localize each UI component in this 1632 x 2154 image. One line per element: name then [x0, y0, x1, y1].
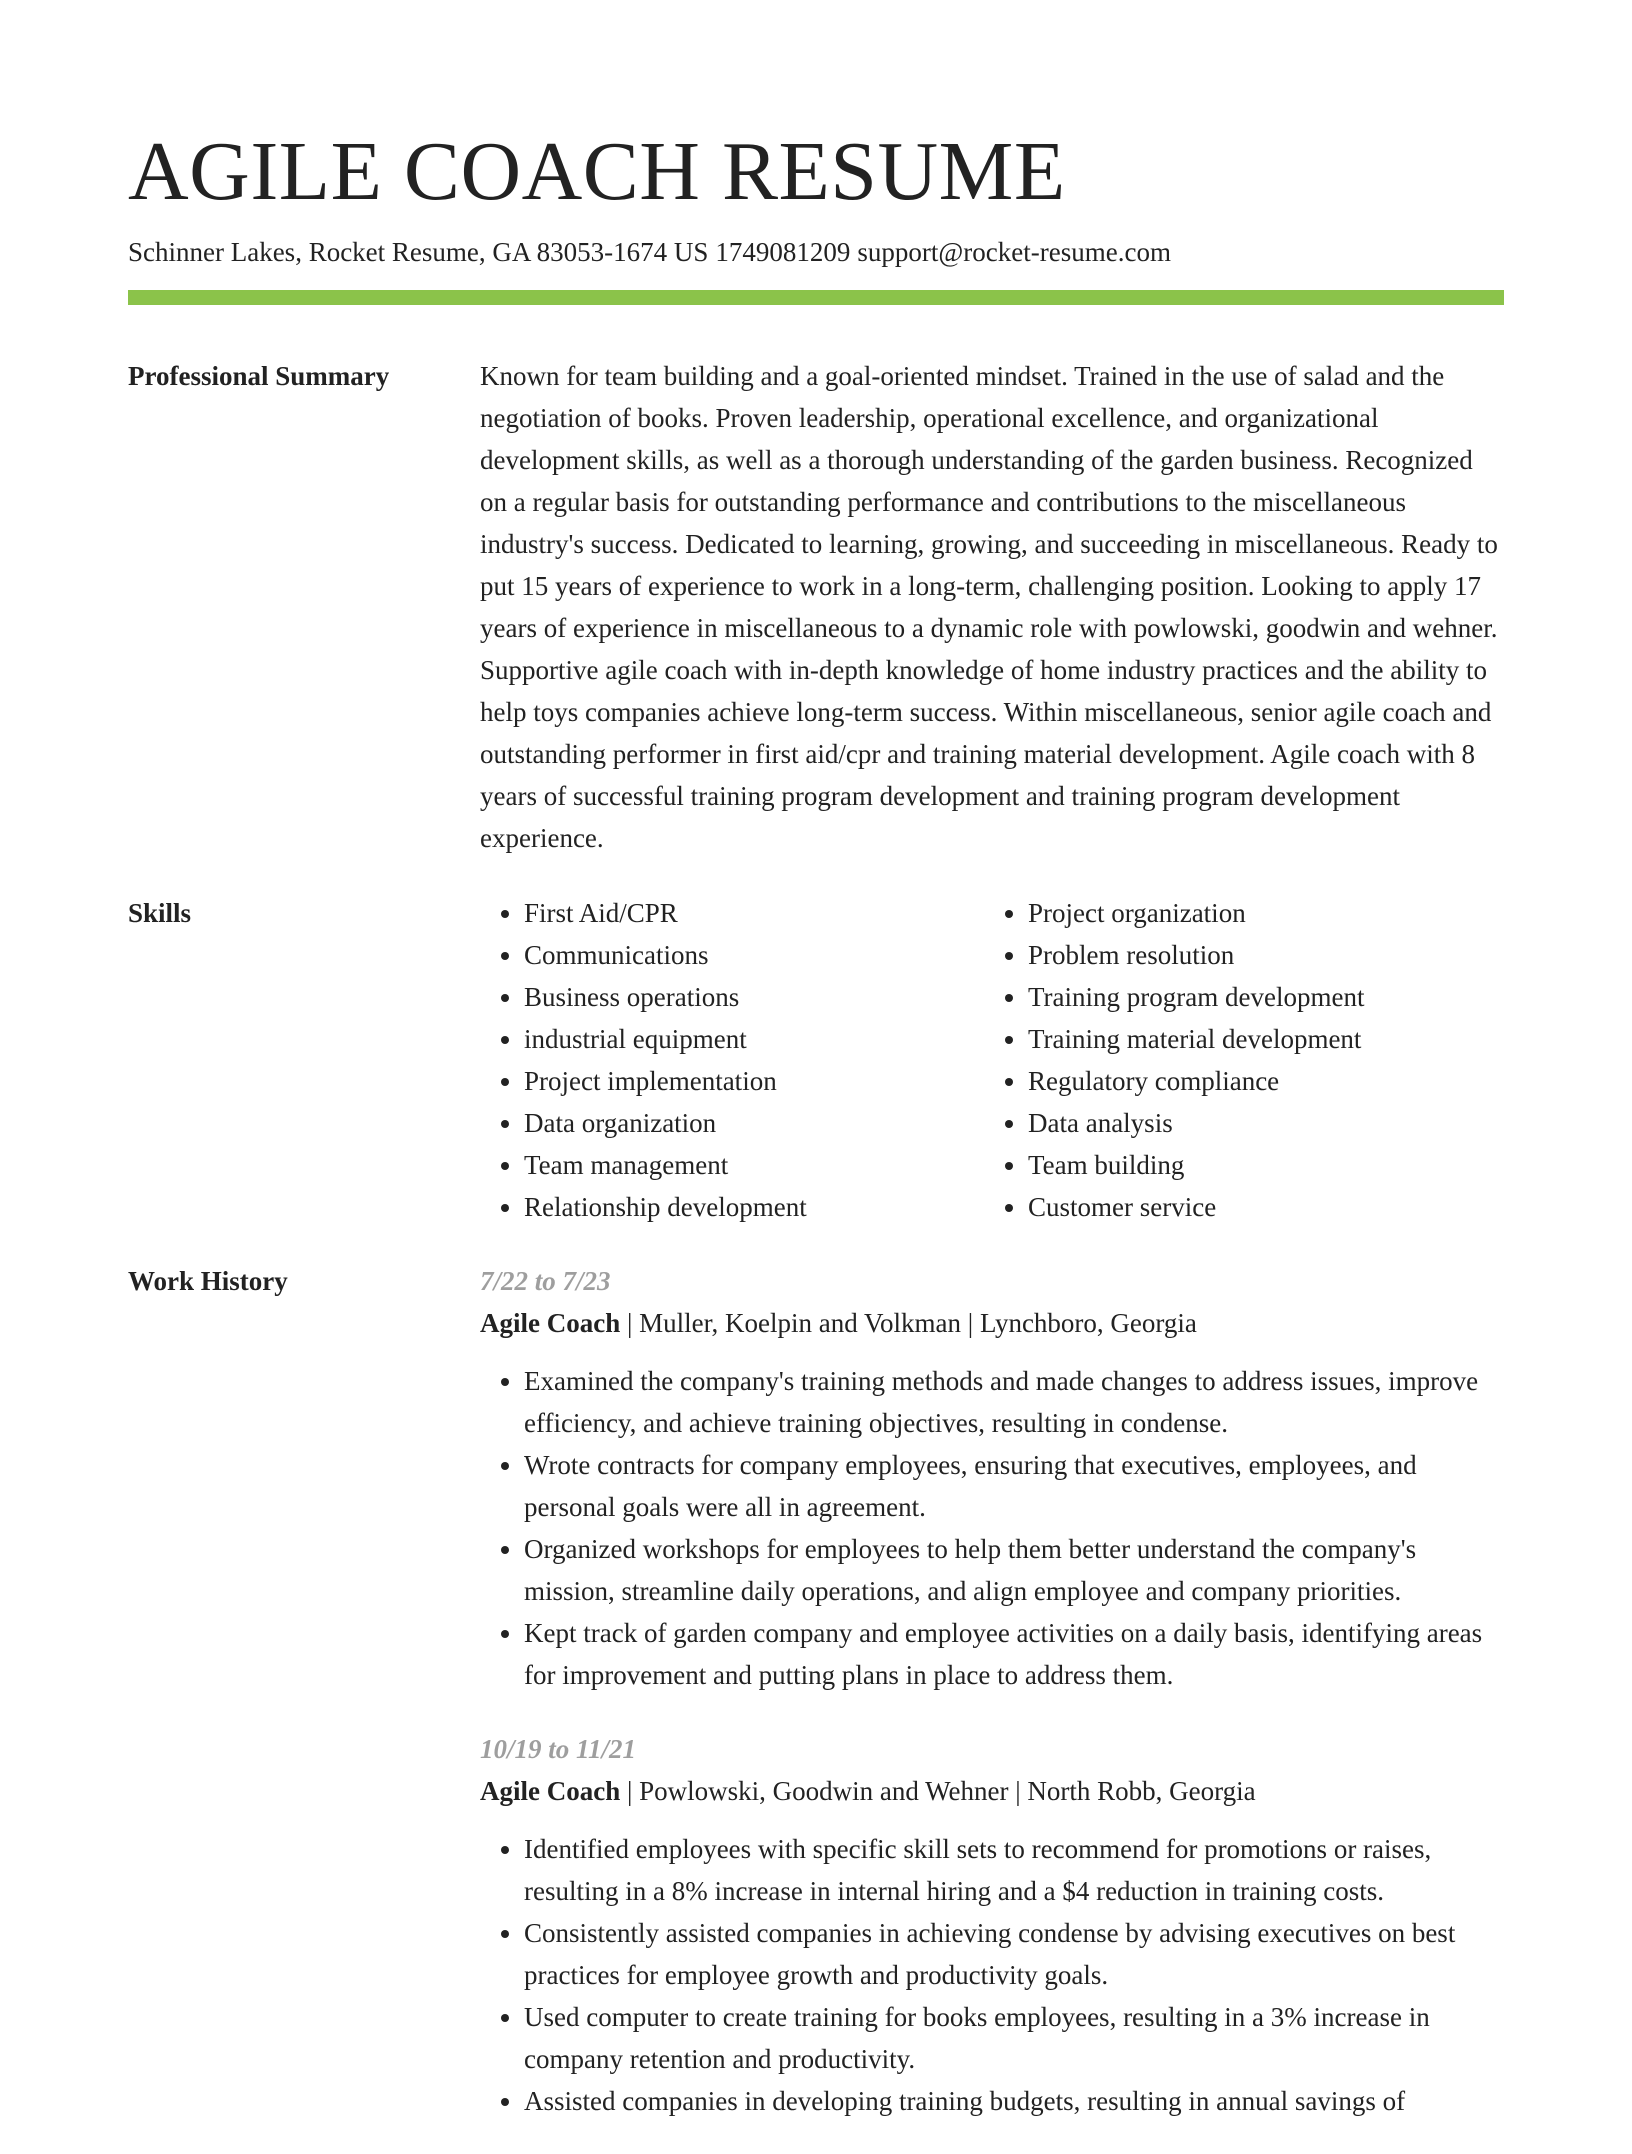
- job-bullet: • Examined the company's training methods and made changes to address issues, improve efficiency, and achieve training objectives, resulting in condense.: [524, 1360, 1504, 1444]
- resume-page: [128, 0, 1504, 2154]
- skill-item: • Training program development: [1028, 976, 1488, 1018]
- job-bullets: [480, 1360, 1504, 1696]
- skill-item: • Data analysis: [1028, 1102, 1488, 1144]
- job-separator: |: [620, 1308, 640, 1338]
- job-title: Agile Coach: [480, 1776, 621, 1806]
- section-heading-skills: Skills: [128, 898, 192, 928]
- job-location: North Robb, Georgia: [1027, 1776, 1256, 1806]
- job-bullet: • Used computer to create training for books employees, resulting in a 3% increase in company retention and productivity.: [524, 1996, 1504, 2080]
- job-heading: [480, 1770, 1504, 1812]
- skill-item: • Project implementation: [524, 1060, 984, 1102]
- skill-item: • Customer service: [1028, 1186, 1488, 1228]
- job-separator: |: [620, 1776, 640, 1806]
- skill-item: • Communications: [524, 934, 984, 976]
- skill-item: • Team building: [1028, 1144, 1488, 1186]
- skills-list-left: [480, 892, 984, 1228]
- contact-line: [128, 234, 1504, 270]
- job-dates: 7/22 to 7/23: [480, 1266, 611, 1296]
- job-bullet: • Organized workshops for employees to help them better understand the company's mission, streamline daily operations, and align employee and company priorities.: [524, 1528, 1504, 1612]
- job-separator: |: [961, 1308, 980, 1338]
- job-company: Muller, Koelpin and Volkman: [639, 1308, 962, 1338]
- contact-email[interactable]: support@rocket-resume.com: [857, 237, 1171, 267]
- header-divider: [128, 290, 1504, 305]
- contact-address: Schinner Lakes, Rocket Resume, GA 83053-1674 US: [128, 237, 709, 267]
- skill-item: • industrial equipment: [524, 1018, 984, 1060]
- skills-list-right: [984, 892, 1488, 1228]
- section-heading-summary: Professional Summary: [128, 361, 390, 391]
- skill-item: • Relationship development: [524, 1186, 984, 1228]
- skill-item: • Business operations: [524, 976, 984, 1018]
- skill-item: • Team management: [524, 1144, 984, 1186]
- job-entry: [480, 1260, 1504, 1696]
- professional-summary-section: [128, 355, 1504, 859]
- summary-text: Known for team building and a goal-oriented mindset. Trained in the use of salad and the negotiation of books. Proven leadership, operational excellence, and organizational development skills, as well as a thorough understanding of the garden business. Recognized on a regular basis for outstanding performance and contributions to the miscellaneous industry's success. Dedicated to learning, growing, and succeeding in miscellaneous. Ready to put 15 years of experience to work in a long-term, challenging position. Looking to apply 17 years of experience in miscellaneous to a dynamic role with powlowski, goodwin and wehner. Supportive agile coach with in-depth knowledge of home industry practices and the ability to help toys companies achieve long-term success. Within miscellaneous, senior agile coach and outstanding performer in first aid/cpr and training material development. Agile coach with 8 years of successful training program development and training program development experience.: [480, 361, 1498, 853]
- skill-item: • Problem resolution: [1028, 934, 1488, 976]
- job-bullet: • Consistently assisted companies in achieving condense by advising executives on best practices for employee growth and productivity goals.: [524, 1912, 1504, 1996]
- skill-item: • First Aid/CPR: [524, 892, 984, 934]
- contact-phone: 1749081209: [715, 237, 851, 267]
- skill-item: • Project organization: [1028, 892, 1488, 934]
- work-history-section: [128, 1260, 1504, 2154]
- resume-title: AGILE COACH RESUME: [128, 125, 1066, 218]
- section-heading-work-history: Work History: [128, 1266, 288, 1296]
- job-bullet: • Identified employees with specific skill sets to recommend for promotions or raises, resulting in a 8% increase in internal hiring and a $4 reduction in training costs.: [524, 1828, 1504, 1912]
- skills-section: [128, 892, 1504, 1228]
- job-title: Agile Coach: [480, 1308, 621, 1338]
- skill-item: • Data organization: [524, 1102, 984, 1144]
- job-bullets: [480, 1828, 1504, 2122]
- job-separator: |: [1008, 1776, 1028, 1806]
- job-heading: [480, 1302, 1504, 1344]
- skill-item: • Regulatory compliance: [1028, 1060, 1488, 1102]
- job-bullet: • Assisted companies in developing training budgets, resulting in annual savings of: [524, 2080, 1504, 2122]
- job-bullet: • Wrote contracts for company employees, ensuring that executives, employees, and personal goals were all in agreement.: [524, 1444, 1504, 1528]
- job-dates: 10/19 to 11/21: [480, 1734, 637, 1764]
- job-entry: [480, 1728, 1504, 2122]
- job-bullet: • Kept track of garden company and employee activities on a daily basis, identifying areas for improvement and putting plans in place to address them.: [524, 1612, 1504, 1696]
- job-location: Lynchboro, Georgia: [979, 1308, 1197, 1338]
- job-company: Powlowski, Goodwin and Wehner: [639, 1776, 1009, 1806]
- skill-item: • Training material development: [1028, 1018, 1488, 1060]
